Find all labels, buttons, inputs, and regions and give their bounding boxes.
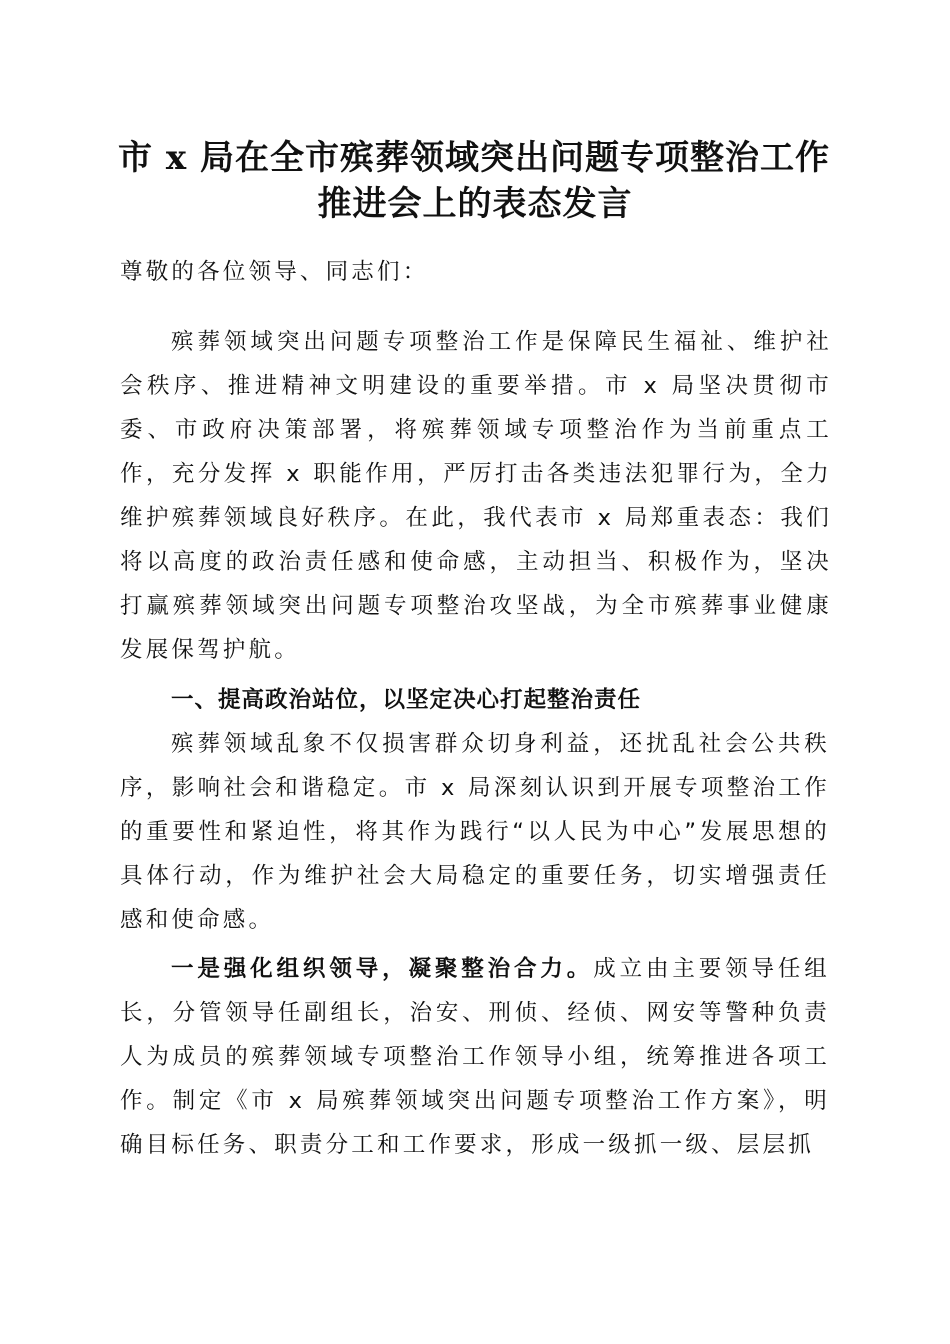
title-line-2: 推进会上的表态发言 (317, 184, 633, 224)
paragraph-section-1: 殡葬领域乱象不仅损害群众切身利益，还扰乱社会公共秩序，影响社会和谐稳定。市 x 局深刻认识到开展专项整治工作的重要性和紧迫性，将其作为践行“以人民为中心”发展思想的具体行动，作为维护社会大局稳定的重要任务，切实增强责任感和使命感。 (120, 731, 830, 933)
title-line-1: 市 x 局在全市殡葬领域突出问题专项整治工作 (118, 138, 830, 178)
paragraph-lead: 一是强化组织领导，凝聚整治合力。 (171, 956, 594, 982)
paragraph-measure-1 (120, 947, 830, 1167)
paragraph-intro: 殡葬领域突出问题专项整治工作是保障民生福祉、维护社会秩序、推进精神文明建设的重要举措。市 x 局坚决贯彻市委、市政府决策部署，将殡葬领域专项整治作为当前重点工作，充分发挥 x 职能作用，严厉打击各类违法犯罪行为，全力维护殡葬领域良好秩序。在此，我代表市 x 局郑重表态：我们将以高度的政治责任感和使命感，主动担当、积极作为，坚决打赢殡葬领域突出问题专项整治攻坚战，为全市殡葬事业健康发展保驾护航。 (120, 329, 832, 663)
section-heading-1: 一、提高政治站位，以坚定决心打起整治责任 (171, 687, 642, 713)
paragraph-body: 成立由主要领导任组长，分管领导任副组长，治安、刑侦、经侦、网安等警种负责人为成员的殡葬领域专项整治工作领导小组，统筹推进各项工作。制定《市 x 局殡葬领域突出问题专项整治工作方案》，明确目标任务、职责分工和工作要求，形成一级抓一级、层层抓 (120, 956, 830, 1158)
document-title (110, 135, 840, 227)
salutation: 尊敬的各位领导、同志们： (120, 259, 429, 285)
